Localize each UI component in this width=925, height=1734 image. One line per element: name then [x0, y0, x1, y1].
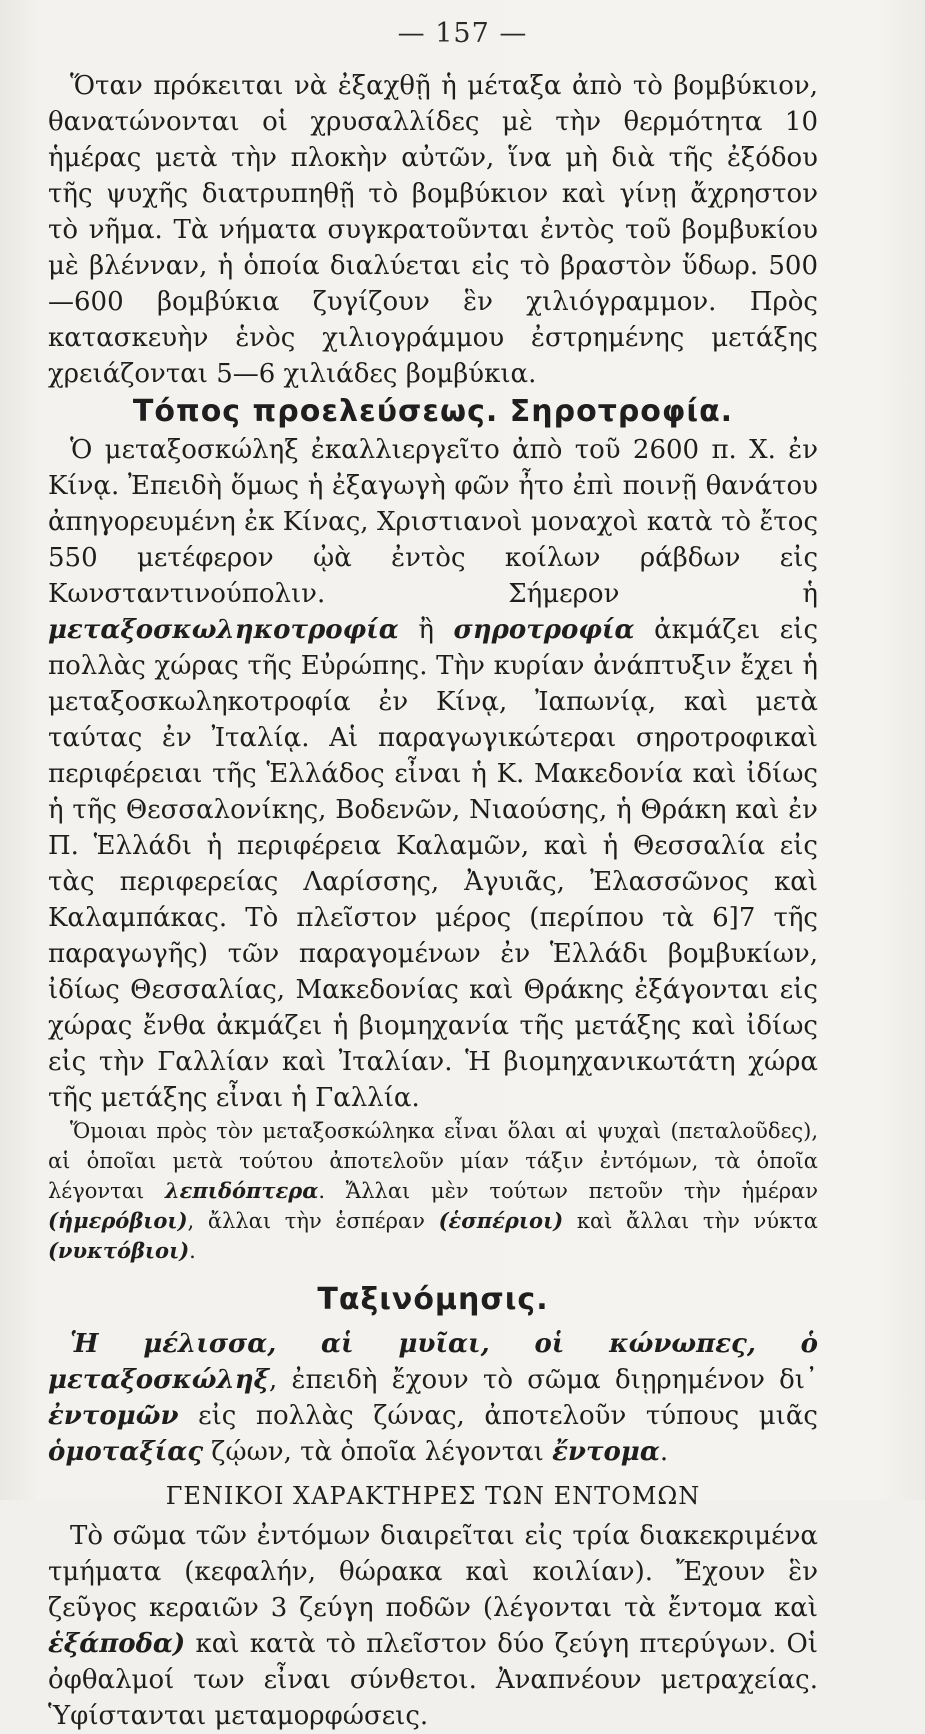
emphasis-term: σηροτροφία	[453, 615, 635, 645]
paragraph-classification	[48, 1326, 818, 1470]
emphasis-term: ἔντομα	[552, 1437, 660, 1467]
text-run: Ὁ μεταξοσκώληξ ἐκαλλιεργεῖτο ἀπὸ τοῦ 2600 π. Χ. ἐν Κίνᾳ. Ἐπειδὴ ὅμως ἡ ἐξαγωγὴ φῶν ἦτο ἐπὶ ποινῇ θανάτου ἀπηγορευμένη ἐκ Κίνας, Χριστιανοὶ μοναχοὶ κατὰ τὸ ἔτος 550 μετέφερον ᾠὰ ἐντὸς κοίλων ράβδων εἰς Κωνσταντινούπολιν. Σήμερον ἡ	[48, 435, 818, 609]
paragraph-silk-extraction: Ὅταν πρόκειται νὰ ἐξαχθῇ ἡ μέταξα ἀπὸ τὸ βομβύκιον, θανατώνονται οἱ χρυσαλλίδες μὲ τὴν θερμότητα 10 ἡμέρας μετὰ τὴν πλοκὴν αὐτῶν, ἵνα μὴ διὰ τῆς ἐξόδου τῆς ψυχῆς διατρυπηθῇ τὸ βομβύκιον καὶ γίνῃ ἄχρηστον τὸ νῆμα. Τὰ νήματα συγκρατοῦνται ἐντὸς τοῦ βομβυκίου μὲ βλένναν, ἡ ὁποία διαλύεται εἰς τὸ βραστὸν ὕδωρ. 500—600 βομβύκια ζυγίζουν ἓν χιλιόγραμμον. Πρὸς κατασκευὴν ἑνὸς χιλιογράμμου ἐστρημένης μετάξης χρειάζονται 5—6 χιλιάδες βομβύκια.	[48, 71, 818, 389]
text-run: .	[659, 1437, 669, 1467]
text-run: ἢ	[398, 615, 454, 645]
emphasis-term: ἐντομῶν	[48, 1401, 179, 1431]
text-run: .	[189, 1239, 196, 1263]
heading-classification: Ταξινόμησις.	[317, 1282, 549, 1317]
emphasis-term: λεπιδόπτερα	[164, 1178, 319, 1203]
body-text	[48, 68, 818, 1734]
emphasis-term: Ἡ μέλισσα, αἱ μυῖαι, οἱ κώνωπες, ὁ μεταξοσκώληξ	[48, 1329, 818, 1395]
emphasis-term: (ἑσπέριοι)	[438, 1208, 564, 1233]
emphasis-term: (ἡμερόβιοι)	[48, 1208, 188, 1233]
emphasis-term: μεταξοσκωληκοτροφία	[48, 615, 399, 645]
text-run: , ἐπειδὴ ἔχουν τὸ σῶμα διῃρημένον δι᾽	[269, 1365, 818, 1395]
text-run: . Ἄλλαι μὲν τούτων πετοῦν τὴν ἡμέραν	[318, 1179, 819, 1203]
text-run: εἰς πολλὰς ζώνας, ἀποτελοῦν τύπους μιᾶς	[178, 1401, 818, 1431]
text-run: , ἄλλαι τὴν ἑσπέραν	[187, 1209, 439, 1233]
text-run: Ὅμοιαι πρὸς τὸν μεταξοσκώληκα εἶναι ὅλαι αἱ ψυχαὶ (πεταλοῦδες), αἱ ὁποῖαι μετὰ τούτου ἀποτελοῦν μίαν τάξιν ἐντόμων, τὰ ὁποῖα λέγονται	[48, 1119, 818, 1203]
emphasis-term: ὁμοταξίας	[48, 1437, 204, 1467]
heading-insect-characteristics: ΓΕΝΙΚΟΙ ΧΑΡΑΚΤΗΡΕΣ ΤΩΝ ΕΝΤΟΜΩΝ	[165, 1482, 701, 1510]
text-run: ζῴων, τὰ ὁποῖα λέγονται	[203, 1437, 553, 1467]
emphasis-term: (νυκτόβιοι)	[48, 1238, 190, 1263]
text-run: καὶ ἄλλαι τὴν νύκτα	[563, 1209, 818, 1233]
paragraph-lepidoptera	[48, 1116, 818, 1266]
paragraph-sericulture-history	[48, 432, 818, 1116]
page-number: — 157 —	[397, 18, 528, 49]
text-run: ἀκμάζει εἰς πολλὰς χώρας τῆς Εὐρώπης. Τὴν κυρίαν ἀνάπτυξιν ἔχει ἡ μεταξοσκωληκοτροφία ἐν Κίνᾳ, Ἰαπωνίᾳ, καὶ μετὰ ταύτας ἐν Ἰταλίᾳ. Αἱ παραγωγικώτεραι σηροτροφικαὶ περιφέρειαι τῆς Ἑλλάδος εἶναι ἡ Κ. Μακεδονία καὶ ἰδίως ἡ τῆς Θεσσαλονίκης, Βοδενῶν, Νιαούσης, ἡ Θράκη καὶ ἐν Π. Ἑλλάδι ἡ περιφέρεια Καλαμῶν, καὶ ἡ Θεσσαλία εἰς τὰς περιφερείας Λαρίσσης, Ἀγυιᾶς, Ἐλασσῶνος καὶ Καλαμπάκας. Τὸ πλεῖστον μέρος (περίπου τὰ 6]7 τῆς παραγωγῆς) τῶν παραγομένων ἐν Ἑλλάδι βομβυκίων, ἰδίως Θεσσαλίας, Μακεδονίας καὶ Θράκης ἐξάγονται εἰς χώρας ἔνθα ἀκμάζει ἡ βιομηχανία τῆς μετάξης καὶ ἰδίως εἰς τὴν Γαλλίαν καὶ Ἰταλίαν. Ἡ βιομηχανικωτάτη χώρα τῆς μετάξης εἶναι ἡ Γαλλία.	[48, 615, 818, 1113]
heading-origin-sericulture: Τόπος προελεύσεως. Σηροτροφία.	[132, 394, 734, 429]
text-run: Τὸ σῶμα τῶν ἐντόμων διαιρεῖται εἰς τρία διακεκριμένα τμήματα (κεφαλήν, θώρακα καὶ κοιλίαν). Ἔχουν ἓν ζεῦγος κεραιῶν 3 ζεύγη ποδῶν (λέγονται τὰ ἔντομα καὶ	[48, 1521, 818, 1623]
text-run: καὶ κατὰ τὸ πλεῖστον δύο ζεύγη πτερύγων. Οἱ ὀφθαλμοί των εἶναι σύνθετοι. Ἀναπνέουν μετραχείας. Ὑφίστανται μεταμορφώσεις.	[48, 1629, 818, 1731]
emphasis-term: ἑξάποδα)	[48, 1629, 186, 1659]
paragraph-insect-characteristics	[48, 1518, 818, 1734]
